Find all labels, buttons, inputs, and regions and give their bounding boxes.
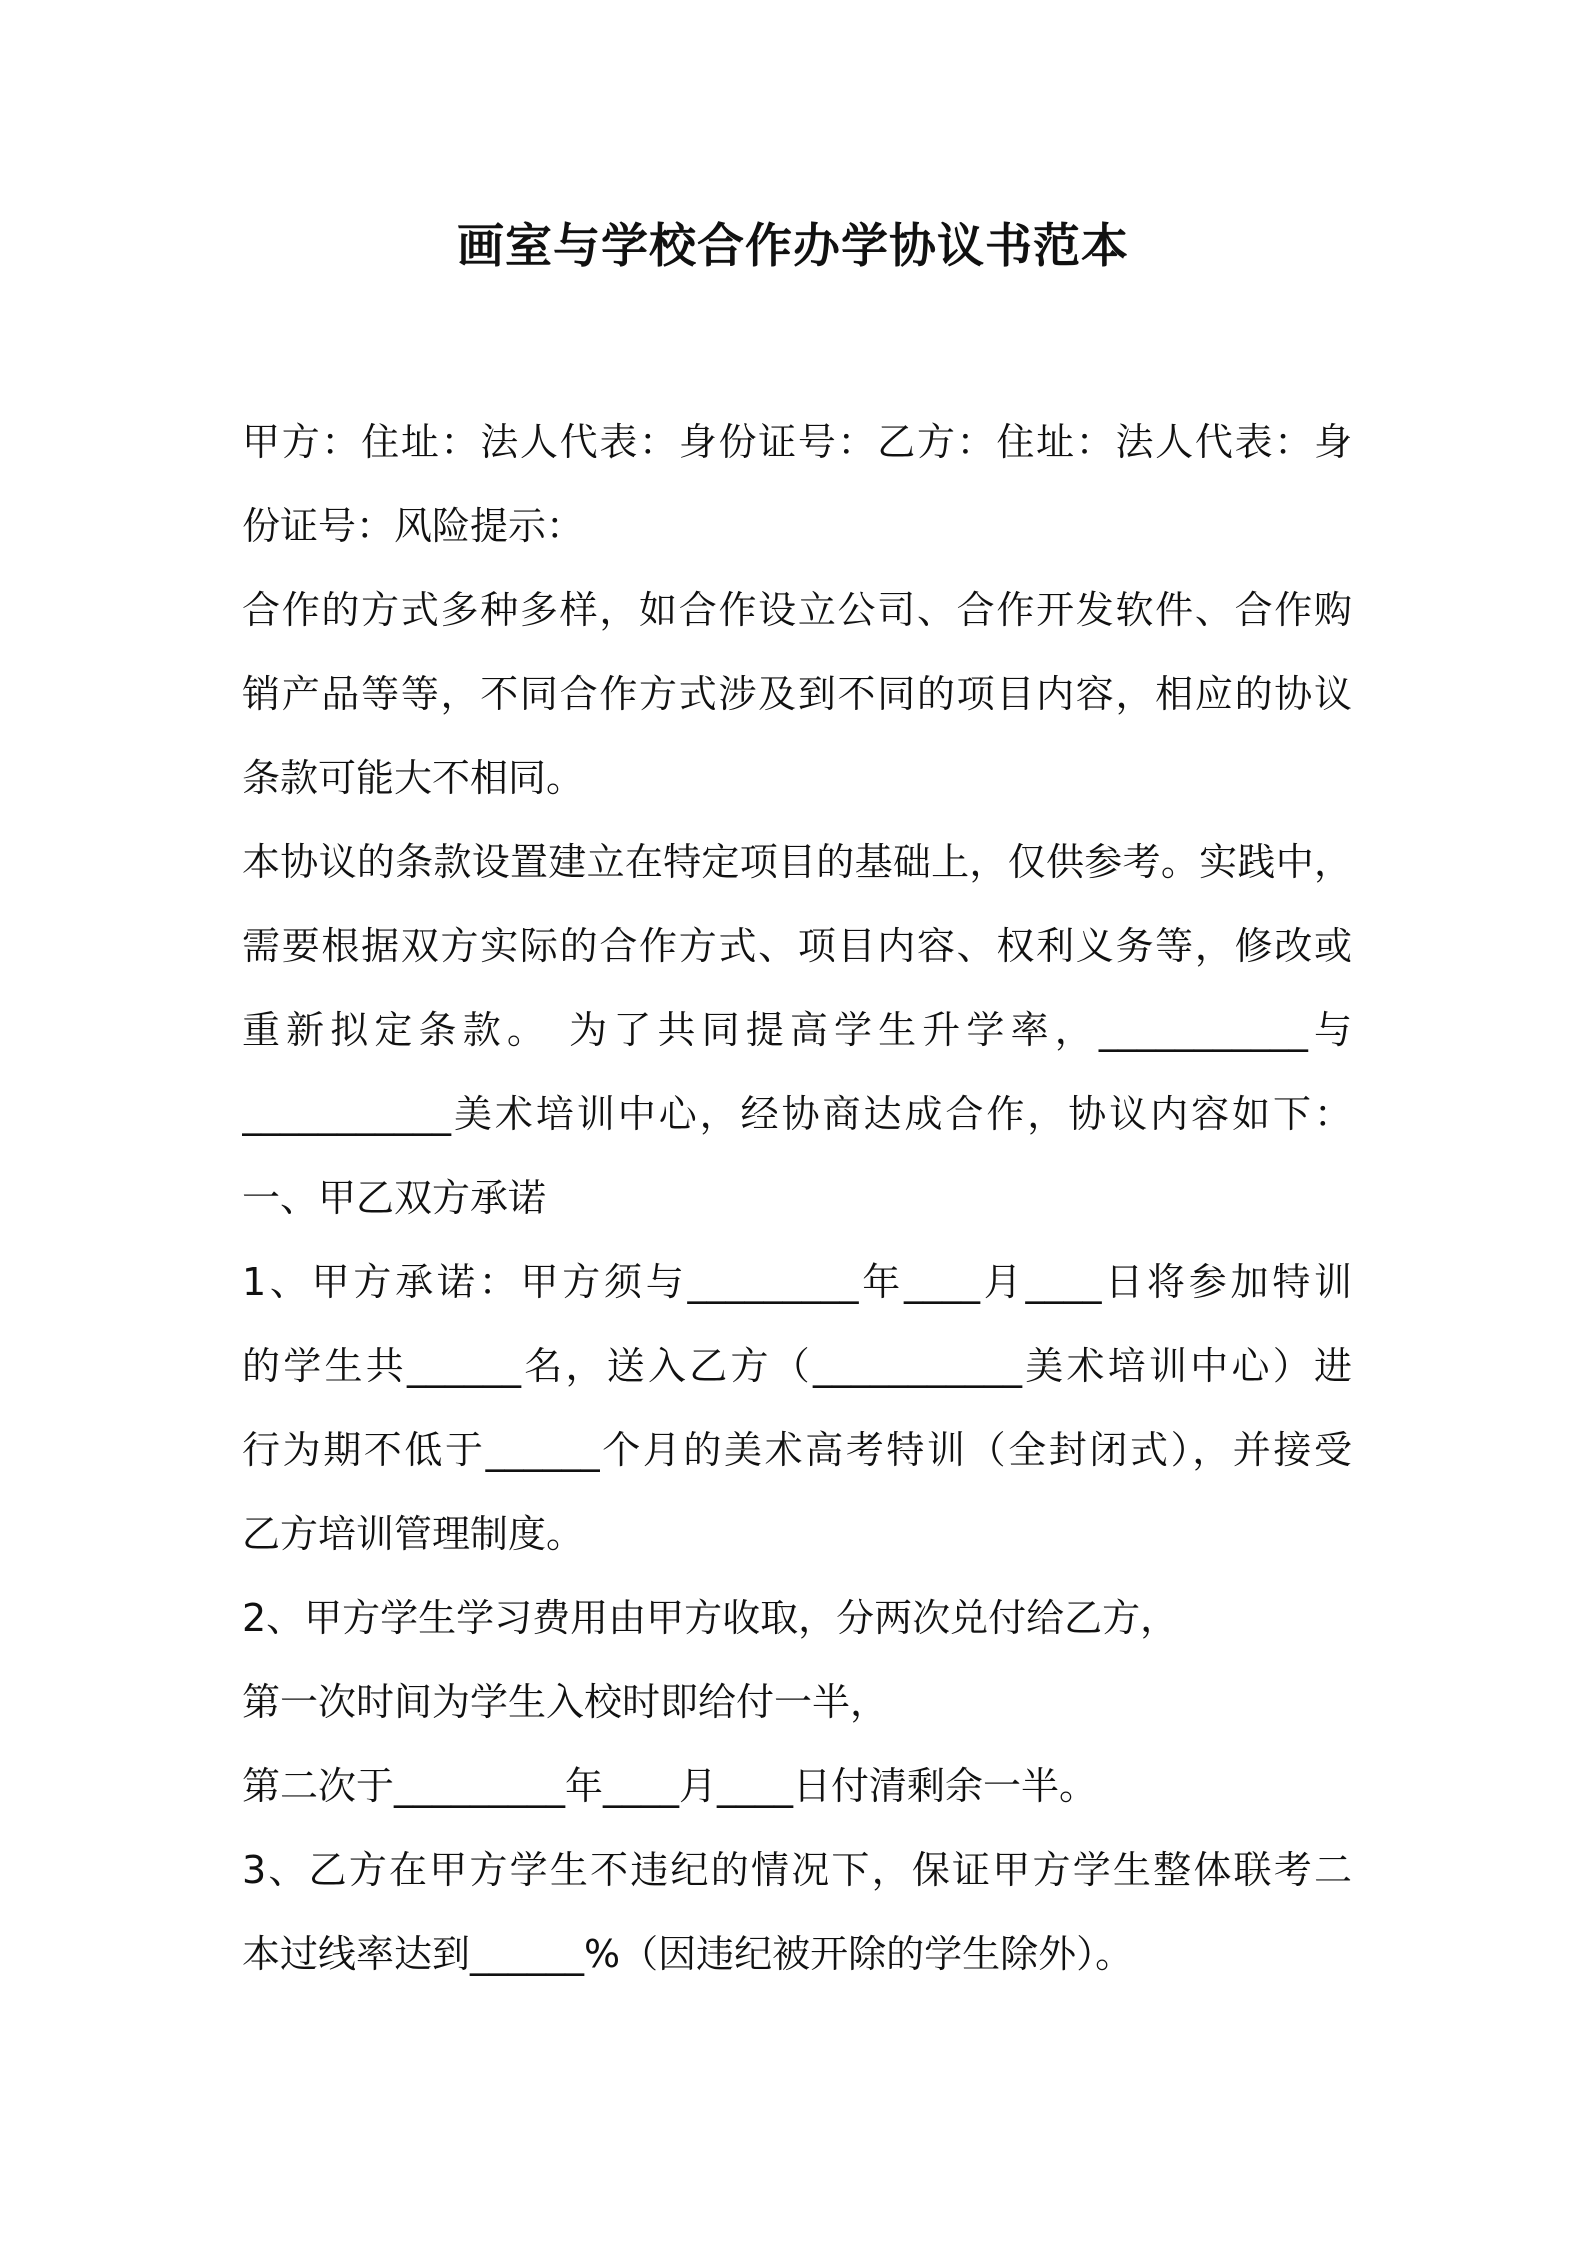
risk-paragraph-1-line-2: 销产品等等，不同合作方式涉及到不同的项目内容，相应的协议 [242, 672, 1352, 716]
intro-line-1: 重新拟定条款。 为了共同提高学生升学率，___________与 [242, 1008, 1352, 1052]
section-heading-1: 一、甲乙双方承诺 [242, 1176, 547, 1220]
intro-line-2: ___________美术培训中心，经协商达成合作，协议内容如下： [242, 1092, 1352, 1136]
clause-2-line-3: 第二次于_________年____月____日付清剩余一半。 [242, 1764, 1098, 1808]
clause-1-line-1: 1、甲方承诺：甲方须与_________年____月____日将参加特训 [242, 1260, 1352, 1304]
risk-paragraph-2-line-1: 本协议的条款设置建立在特定项目的基础上，仅供参考。实践中， [242, 840, 1352, 884]
party-info-line-2: 份证号：风险提示： [242, 504, 585, 548]
clause-1-line-4: 乙方培训管理制度。 [242, 1512, 585, 1556]
clause-2-line-1: 2、甲方学生学习费用由甲方收取，分两次兑付给乙方， [242, 1596, 1179, 1640]
clause-1-line-2: 的学生共______名，送入乙方（___________美术培训中心）进 [242, 1344, 1352, 1388]
clause-3-line-1: 3、乙方在甲方学生不违纪的情况下，保证甲方学生整体联考二 [242, 1848, 1352, 1892]
clause-2-line-2: 第一次时间为学生入校时即给付一半， [242, 1680, 889, 1724]
risk-paragraph-1-line-1: 合作的方式多种多样，如合作设立公司、合作开发软件、合作购 [242, 588, 1352, 632]
party-info-line-1: 甲方：住址：法人代表：身份证号：乙方：住址：法人代表：身 [242, 420, 1352, 464]
document-body [242, 400, 1352, 1996]
risk-paragraph-2-line-2: 需要根据双方实际的合作方式、项目内容、权利义务等，修改或 [242, 924, 1352, 968]
clause-3-line-2: 本过线率达到______%（因违纪被开除的学生除外）。 [242, 1932, 1134, 1976]
clause-1-line-3: 行为期不低于______个月的美术高考特训（全封闭式），并接受 [242, 1428, 1352, 1472]
risk-paragraph-1-line-3: 条款可能大不相同。 [242, 756, 585, 800]
document-title: 画室与学校合作办学协议书范本 [457, 219, 1129, 274]
